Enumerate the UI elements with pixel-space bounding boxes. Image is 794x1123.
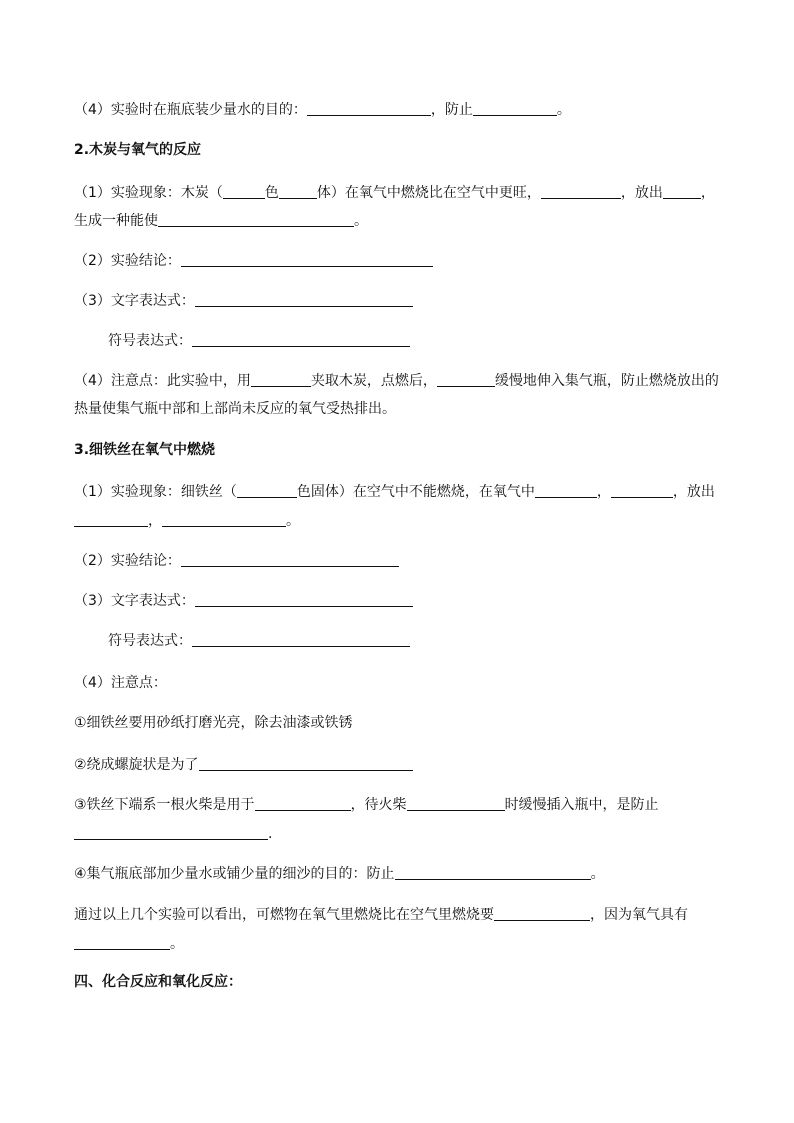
s3-q3-label: （3）文字表达式： — [74, 593, 195, 609]
s3-note-1: ①细铁丝要用砂纸打磨光亮，除去油漆或铁锈 — [74, 715, 353, 731]
section-2-title: 2.木炭与氧气的反应 — [74, 142, 202, 158]
s2-q4-text1: （4）注意点：此实验中，用 — [74, 373, 251, 389]
answer-blank[interactable] — [158, 211, 354, 227]
s1-q4-text1: （4）实验时在瓶底装少量水的目的： — [74, 102, 307, 118]
answer-blank[interactable] — [74, 824, 268, 840]
answer-blank[interactable] — [407, 795, 505, 811]
s2-q1-line2 — [74, 211, 368, 231]
answer-blank[interactable] — [223, 183, 265, 199]
s2-q2-label: （2）实验结论： — [74, 253, 181, 269]
answer-blank[interactable] — [192, 331, 410, 347]
s2-q3-symbol-line — [108, 331, 410, 351]
s3-note-2 — [74, 755, 413, 775]
answer-blank[interactable] — [181, 551, 399, 567]
section-3-title: 3.细铁丝在氧气中燃烧 — [74, 442, 216, 458]
s3-q1-text4: ，放出 — [672, 484, 715, 500]
answer-blank[interactable] — [611, 482, 673, 498]
s3-q3-symbol-label: 符号表达式： — [108, 633, 192, 649]
s3-q4-label: （4）注意点： — [74, 675, 167, 691]
answer-blank[interactable] — [251, 371, 311, 387]
s2-q3-line — [74, 291, 413, 311]
answer-blank[interactable] — [74, 511, 148, 527]
answer-blank[interactable] — [541, 183, 621, 199]
answer-blank[interactable] — [437, 371, 495, 387]
s3-q3-line — [74, 591, 413, 611]
section-4-title: 四、化合反应和氧化反应： — [74, 974, 242, 990]
answer-blank[interactable] — [494, 905, 590, 921]
s2-q1-text5: ， — [700, 185, 715, 201]
s1-q4-text2: ，防止 — [430, 102, 473, 118]
s3-q1-text6: 。 — [286, 513, 300, 529]
s3-note-3-line1 — [74, 795, 659, 815]
s2-q1-text4: ，放出 — [620, 185, 663, 201]
answer-blank[interactable] — [255, 795, 351, 811]
s2-q3-label: （3）文字表达式： — [74, 293, 195, 309]
s2-q4-line2: 热量使集气瓶中部和上部尚未反应的氧气受热排出。 — [74, 401, 396, 417]
s2-q1-text2: 色 — [264, 185, 279, 201]
s3-note-4-text1: ④集气瓶底部加少量水或铺少量的细沙的目的：防止 — [74, 866, 395, 882]
s2-q1-text7: 。 — [354, 213, 368, 229]
answer-blank[interactable] — [307, 100, 431, 116]
s3-q1-line1 — [74, 482, 715, 502]
s3-note-3-text1: ③铁丝下端系一根火柴是用于 — [74, 797, 255, 813]
answer-blank[interactable] — [74, 934, 170, 950]
answer-blank[interactable] — [473, 100, 557, 116]
answer-blank[interactable] — [195, 591, 413, 607]
s1-q4-text3: 。 — [556, 102, 571, 118]
s2-q1-line1 — [74, 183, 715, 203]
s3-q3-symbol-line — [108, 631, 410, 651]
s2-q2-line — [74, 251, 433, 271]
answer-blank[interactable] — [237, 482, 297, 498]
s2-q1-text3: 体）在氧气中燃烧比在空气中更旺， — [316, 185, 541, 201]
s2-q3-symbol-label: 符号表达式： — [108, 333, 192, 349]
s3-note-3-text3: 时缓慢插入瓶中，是防止 — [504, 797, 659, 813]
s1-q4-line — [74, 100, 571, 120]
s2-q1-text1: （1）实验现象：木炭（ — [74, 185, 223, 201]
answer-blank[interactable] — [181, 251, 433, 267]
s3-note-4-text2: 。 — [590, 866, 605, 882]
s3-q1-text5: ， — [148, 513, 162, 529]
s3-note-3-line2 — [74, 824, 272, 844]
s2-q4-text2: 夹取木炭，点燃后， — [310, 373, 437, 389]
s3-q1-text2: 色固体）在空气中不能燃烧，在氧气中 — [296, 484, 535, 500]
summary-text1: 通过以上几个实验可以看出，可燃物在氧气里燃烧比在空气里燃烧要 — [74, 907, 494, 923]
summary-text2: ，因为氧气具有 — [590, 907, 688, 923]
answer-blank[interactable] — [162, 511, 286, 527]
summary-line2 — [74, 934, 184, 954]
s3-q1-line2 — [74, 511, 300, 531]
answer-blank[interactable] — [192, 631, 410, 647]
answer-blank[interactable] — [195, 291, 413, 307]
s2-q4-line1 — [74, 371, 719, 391]
s2-q1-text6: 生成一种能使 — [74, 213, 158, 229]
s3-q2-label: （2）实验结论： — [74, 553, 181, 569]
answer-blank[interactable] — [395, 864, 591, 880]
s3-note-4 — [74, 864, 605, 884]
s3-note-3-text2: ，待火柴 — [350, 797, 407, 813]
answer-blank[interactable] — [663, 183, 701, 199]
answer-blank[interactable] — [199, 755, 413, 771]
s3-note-3-end: . — [268, 826, 273, 842]
answer-blank[interactable] — [279, 183, 317, 199]
s3-q1-text1: （1）实验现象：细铁丝（ — [74, 484, 237, 500]
s3-q1-text3: ， — [596, 484, 611, 500]
s2-q4-text3: 缓慢地伸入集气瓶，防止燃烧放出的 — [494, 373, 719, 389]
summary-end: 。 — [170, 936, 184, 952]
answer-blank[interactable] — [535, 482, 597, 498]
s3-q2-line — [74, 551, 399, 571]
summary-line1 — [74, 905, 688, 925]
s3-note-2-text: ②绕成螺旋状是为了 — [74, 757, 199, 773]
